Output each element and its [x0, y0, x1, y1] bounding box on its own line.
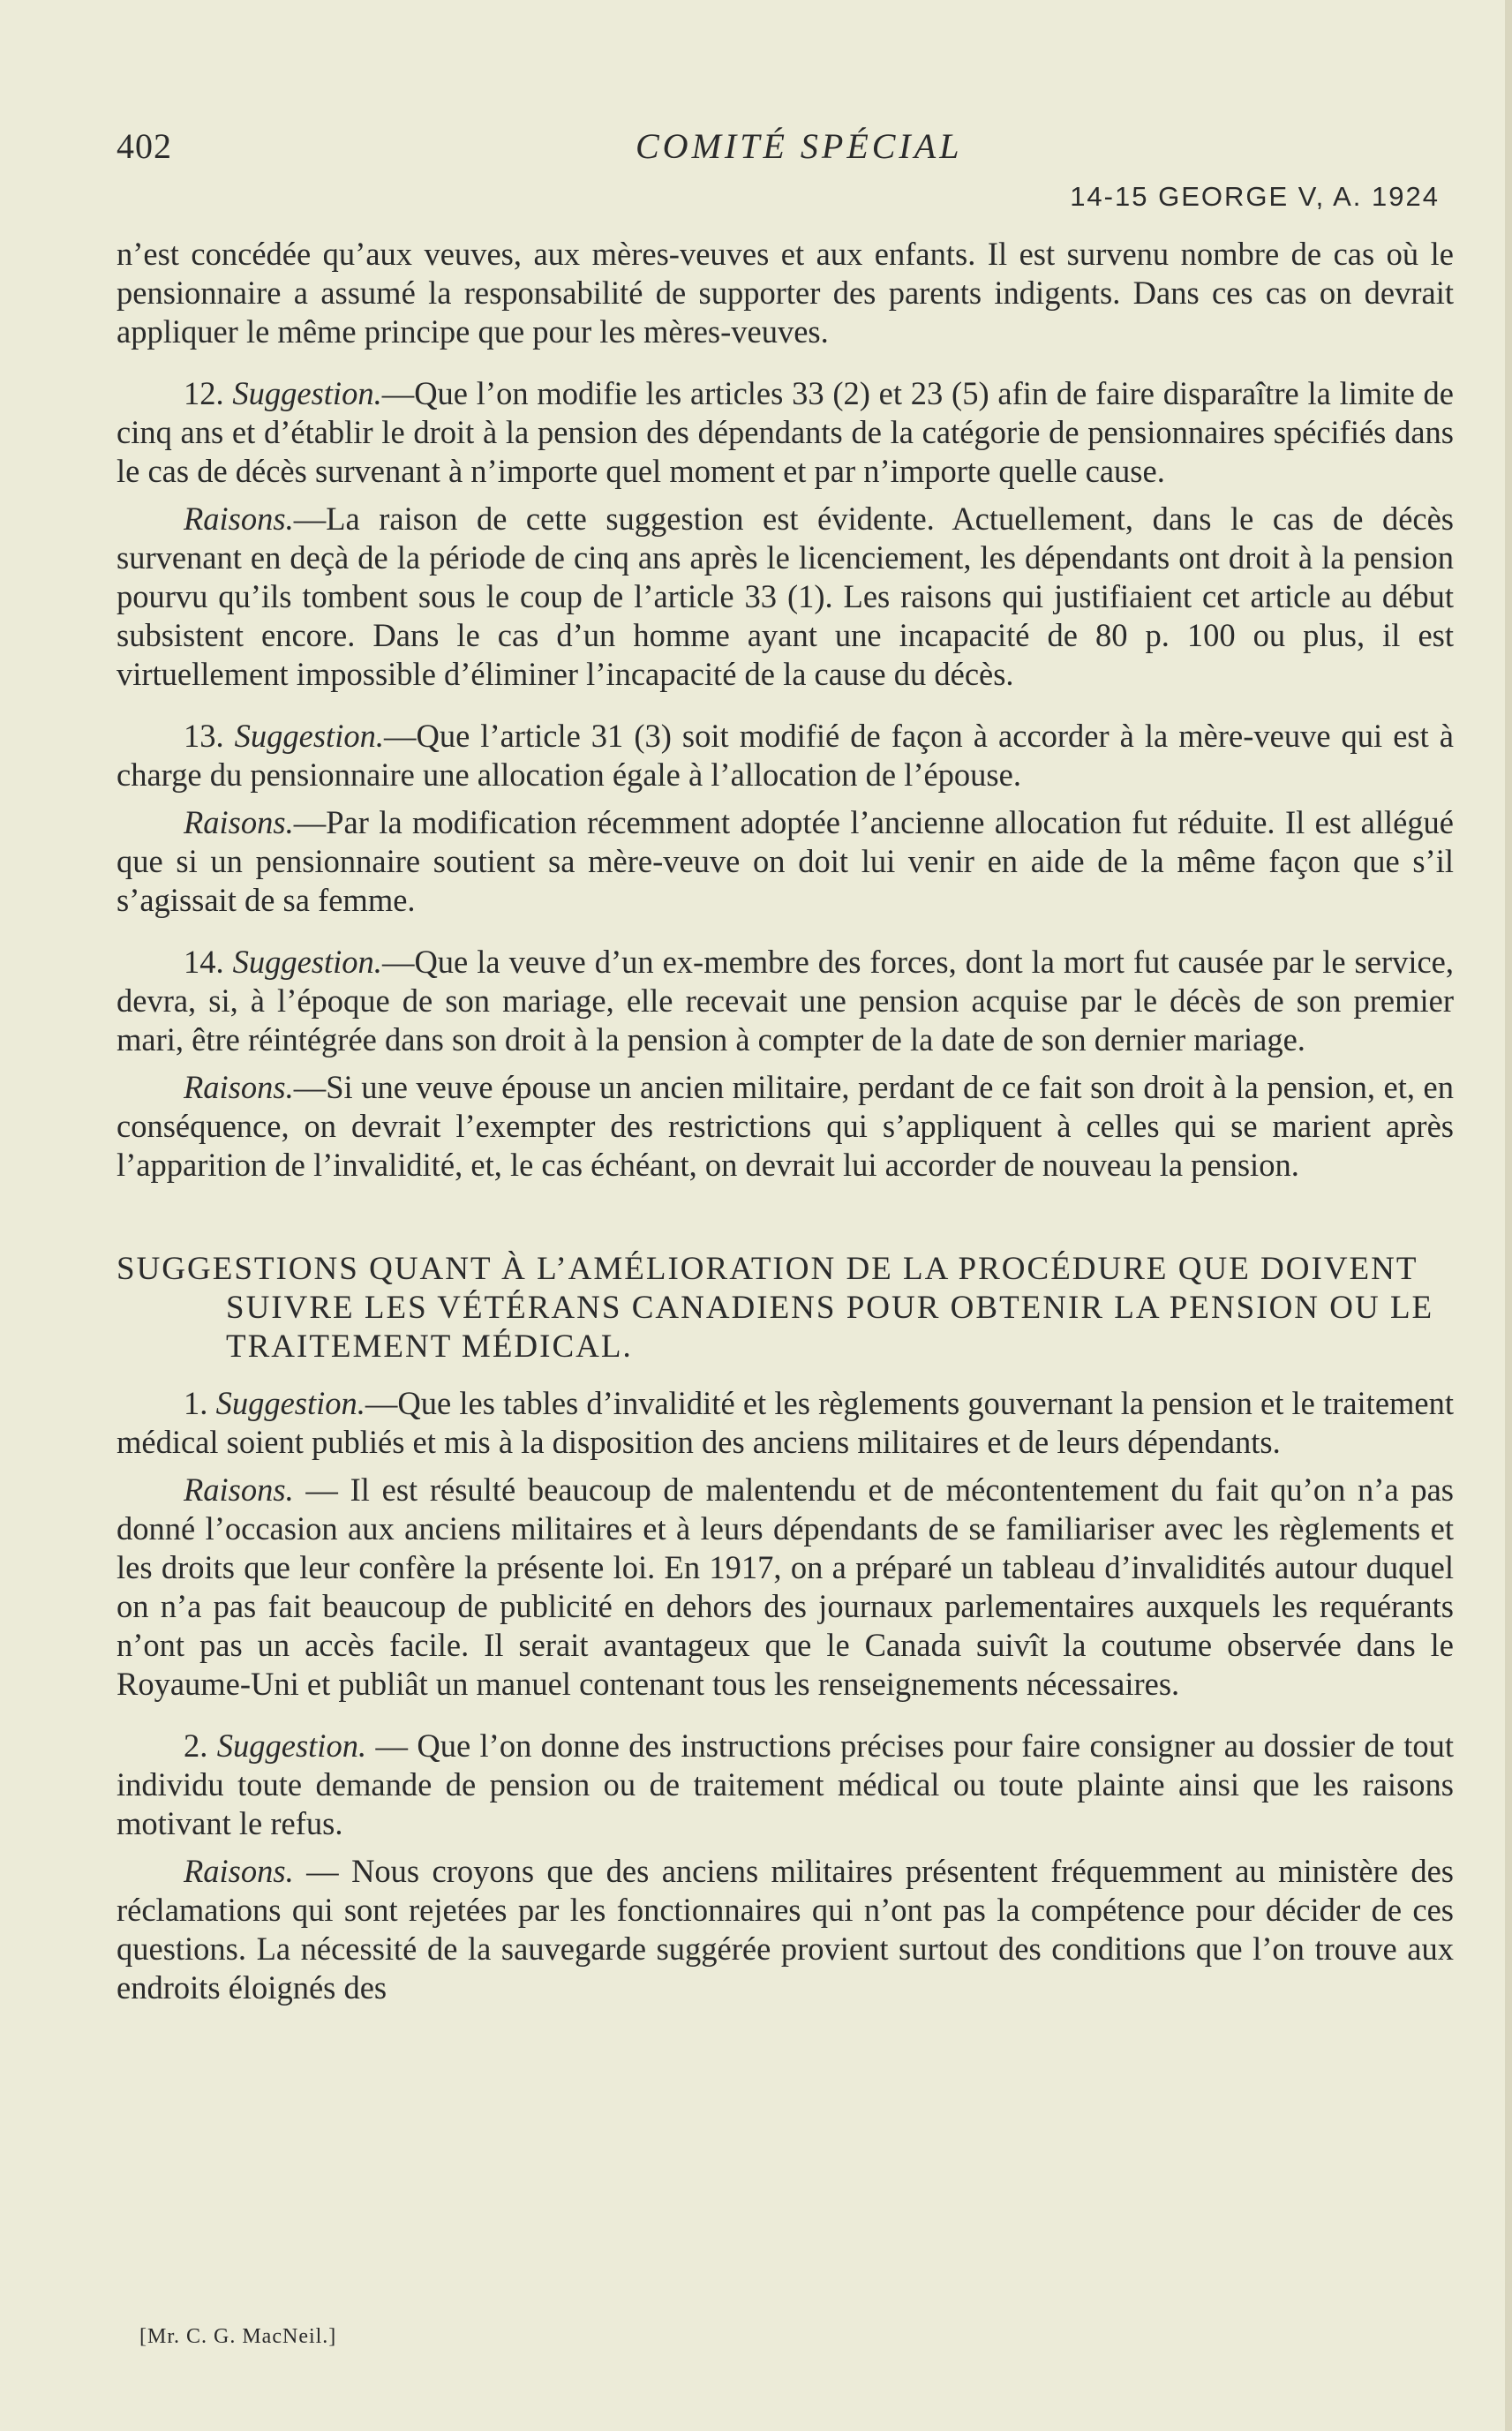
document-body — [117, 235, 1454, 2007]
reasons-label: Raisons. — [184, 1853, 294, 1889]
suggestion-14: 14. Suggestion.—Que la veuve d’un ex-membre des forces, dont la mort fut causée par le service, devra, si, à l’époque de son mariage, elle recevait une pension acquise par le décès de son premier mari, être réintégrée dans son droit à la pension à compter de la date de son dernier mariage. — [117, 944, 1454, 1057]
page-number: 402 — [117, 126, 172, 166]
suggestion-2: 2. Suggestion. — Que l’on donne des instructions précises pour faire consigner au dossier de tout individu toute demande de pension ou de traitement médical ou toute plainte ainsi que les raisons motivant le refus. — [117, 1727, 1455, 1841]
reasons-label: Raisons. — [184, 804, 294, 840]
suggestion-label: Suggestion. — [216, 1727, 367, 1764]
suggestion-label: Suggestion. — [234, 718, 384, 754]
reasons-14: Raisons.—Si une veuve épouse un ancien militaire, perdant de ce fait son droit à la pension, et, en conséquence, on devrait l’exempter des restrictions qui s’appliquent à celles qui se marient après l’apparition de l’invalidité, et, le cas échéant, on devrait lui accorder de nouveau la pension. — [117, 1069, 1454, 1183]
suggestion-12: 12. Suggestion.—Que l’on modifie les articles 33 (2) et 23 (5) afin de faire disparaître la limite de cinq ans et d’établir le droit à la pension des dépendants de la catégorie de pensionnaires spécifiés dans le cas de décès survenant à n’importe quel moment et par n’importe quelle cause. — [117, 375, 1454, 489]
speaker-attribution: [Mr. C. G. MacNeil.] — [139, 2325, 337, 2348]
suggestion-label: Suggestion. — [232, 375, 382, 411]
reasons-label: Raisons. — [184, 500, 294, 537]
reasons-label: Raisons. — [184, 1471, 294, 1508]
section-heading: SUGGESTIONS QUANT À L’AMÉLIORATION DE LA PROCÉDURE QUE DOIVENT SUIVRE LES VÉTÉRANS CANADIENS POUR OBTENIR LA PENSION OU LE TRAITEMENT MÉDICAL. — [117, 1251, 1434, 1365]
suggestion-label: Suggestion. — [232, 944, 382, 980]
reasons-1: Raisons. — Il est résulté beaucoup de malentendu et de mécontentement du fait qu’on n’a pas donné l’occasion aux anciens militaires et à leurs dépendants de se familiariser avec les règlements et les droits que leur confère la présente loi. En 1917, on a préparé un tableau d’invalidités autour duquel on n’a pas fait beaucoup de publicité en dehors des journaux parlementaires auxquels les requérants n’ont pas un accès facile. Il serait avantageux que le Canada suivît la coutume observée dans le Royaume-Uni et publiât un manuel contenant tous les renseignements nécessaires. — [117, 1471, 1454, 1702]
suggestion-label: Suggestion. — [215, 1385, 365, 1421]
paragraph-continuation: n’est concédée qu’aux veuves, aux mères-veuves et aux enfants. Il est survenu nombre de cas où le pensionnaire a assumé la responsabilité de supporter des parents indigents. Dans ces cas on devrait appliquer le même principe que pour les mères-veuves. — [117, 236, 1454, 350]
running-title: COMITÉ SPÉCIAL — [636, 126, 963, 166]
suggestion-13: 13. Suggestion.—Que l’article 31 (3) soit modifié de façon à accorder à la mère-veuve qui est à charge du pensionnaire une allocation égale à l’allocation de l’épouse. — [117, 718, 1454, 793]
reasons-13: Raisons.—Par la modification récemment adoptée l’ancienne allocation fut réduite. Il est allégué que si un pensionnaire soutient sa mère-veuve on doit lui venir en aide de la même façon que s’il s’agissait de sa femme. — [117, 804, 1454, 918]
session-reference: 14-15 GEORGE V, A. 1924 — [1070, 181, 1440, 212]
reasons-12: Raisons.—La raison de cette suggestion est évidente. Actuellement, dans le cas de décès survenant en deçà de la période de cinq ans après le licenciement, les dépendants ont droit à la pension pourvu qu’ils tombent sous le coup de l’article 33 (1). Les raisons qui justifiaient cet article au début subsistent encore. Dans le cas d’un homme ayant une incapacité de 80 p. 100 ou plus, il est virtuellement impossible d’éliminer l’incapacité de la cause du décès. — [117, 500, 1454, 692]
page-edge-divider — [1505, 0, 1512, 2431]
reasons-2: Raisons. — Nous croyons que des anciens militaires présentent fréquemment au ministère des réclamations qui sont rejetées par les fonctionnaires qui n’ont pas la compétence pour décider de ces questions. La nécessité de la sauvegarde suggérée provient surtout des conditions que l’on trouve aux endroits éloignés des — [117, 1853, 1454, 2006]
reasons-label: Raisons. — [184, 1069, 294, 1105]
suggestion-1: 1. Suggestion.—Que les tables d’invalidité et les règlements gouvernant la pension et le traitement médical soient publiés et mis à la disposition des anciens militaires et de leurs dépendants. — [117, 1385, 1455, 1460]
